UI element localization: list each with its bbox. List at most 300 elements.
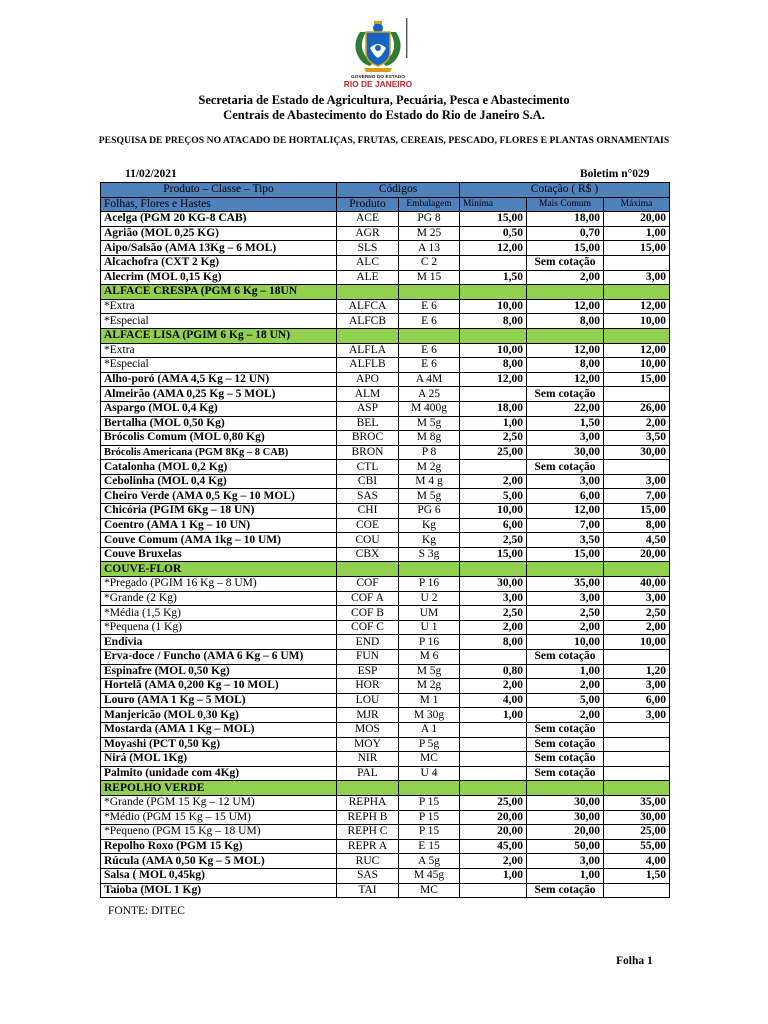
- price-max: 1,50: [604, 868, 670, 883]
- section-empty-cell: [337, 781, 399, 796]
- price-min: 2,50: [460, 606, 527, 621]
- price-min: 18,00: [460, 401, 527, 416]
- no-quote-label: Sem cotação: [527, 737, 604, 752]
- price-common: 0,70: [527, 226, 604, 241]
- product-code: ALFLB: [337, 358, 399, 373]
- section-empty-cell: [399, 781, 460, 796]
- price-min: 2,00: [460, 854, 527, 869]
- price-max: [604, 722, 670, 737]
- price-min: 8,00: [460, 314, 527, 329]
- no-quote-label: Sem cotação: [527, 387, 604, 402]
- packaging-code: A 1: [399, 722, 460, 737]
- product-name: *Pregado (PGIM 16 Kg – 8 UM): [101, 577, 337, 592]
- price-common: 7,00: [527, 518, 604, 533]
- price-max: 4,00: [604, 854, 670, 869]
- packaging-code: M 6: [399, 650, 460, 665]
- price-max: 1,00: [604, 226, 670, 241]
- packaging-code: E 6: [399, 314, 460, 329]
- section-title: ALFACE CRESPA (PGM 6 Kg – 18UN: [101, 285, 337, 300]
- product-name: *Pequeno (PGM 15 Kg – 18 UM): [101, 825, 337, 840]
- product-code: COF: [337, 577, 399, 592]
- table-header-row-1: [101, 183, 670, 198]
- product-code: ALFCB: [337, 314, 399, 329]
- product-code: RUC: [337, 854, 399, 869]
- price-max: [604, 752, 670, 767]
- table-row: [101, 518, 670, 533]
- price-min: 20,00: [460, 810, 527, 825]
- packaging-code: C 2: [399, 255, 460, 270]
- table-row: [101, 431, 670, 446]
- header-embalagem: Embalagem: [399, 197, 460, 212]
- rio-de-janeiro-coat-of-arms-logo: [342, 18, 426, 90]
- header-maxima: Máxima: [604, 197, 670, 212]
- packaging-code: MC: [399, 752, 460, 767]
- section-empty-cell: [399, 328, 460, 343]
- price-common: 15,00: [527, 241, 604, 256]
- product-code: CTL: [337, 460, 399, 475]
- price-min: 25,00: [460, 445, 527, 460]
- no-quote-label: Sem cotação: [527, 650, 604, 665]
- table-row: [101, 212, 670, 227]
- section-empty-cell: [527, 562, 604, 577]
- no-quote-label: Sem cotação: [527, 883, 604, 898]
- price-common: 20,00: [527, 825, 604, 840]
- packaging-code: U 2: [399, 591, 460, 606]
- section-row: [101, 285, 670, 300]
- section-row: [101, 562, 670, 577]
- product-code: END: [337, 635, 399, 650]
- section-empty-cell: [527, 285, 604, 300]
- price-common: 1,50: [527, 416, 604, 431]
- table-row: [101, 693, 670, 708]
- product-code: PAL: [337, 766, 399, 781]
- price-common: 2,00: [527, 270, 604, 285]
- table-row: [101, 314, 670, 329]
- logo-line1: GOVERNO DO ESTADO: [350, 75, 406, 80]
- packaging-code: A 13: [399, 241, 460, 256]
- logo-line2: RIO DE JANEIRO: [343, 79, 413, 89]
- price-min: 15,00: [460, 212, 527, 227]
- product-code: CBX: [337, 547, 399, 562]
- product-code: ALFLA: [337, 343, 399, 358]
- product-code: ALM: [337, 387, 399, 402]
- price-min: 2,00: [460, 620, 527, 635]
- product-name: Hortelã (AMA 0,200 Kg – 10 MOL): [101, 679, 337, 694]
- packaging-code: E 15: [399, 839, 460, 854]
- price-max: 30,00: [604, 810, 670, 825]
- price-min: 10,00: [460, 343, 527, 358]
- price-common: 2,50: [527, 606, 604, 621]
- price-min: [460, 883, 527, 898]
- price-common: 50,00: [527, 839, 604, 854]
- table-row: [101, 635, 670, 650]
- product-code: BEL: [337, 416, 399, 431]
- header-centrais: Centrais de Abastecimento do Estado do Rio de Janeiro S.A.: [223, 108, 545, 122]
- product-name: Palmito (unidade com 4Kg): [101, 766, 337, 781]
- no-quote-label: Sem cotação: [527, 255, 604, 270]
- report-date: 11/02/2021: [125, 168, 177, 180]
- price-max: 20,00: [604, 547, 670, 562]
- product-code: REPH B: [337, 810, 399, 825]
- product-name: Taioba (MOL 1 Kg): [101, 883, 337, 898]
- product-name: Cebolinha (MOL 0,4 Kg): [101, 474, 337, 489]
- price-min: [460, 766, 527, 781]
- price-max: 2,00: [604, 416, 670, 431]
- section-empty-cell: [604, 285, 670, 300]
- product-code: ACE: [337, 212, 399, 227]
- packaging-code: E 6: [399, 358, 460, 373]
- product-code: SAS: [337, 868, 399, 883]
- page-number: Folha 1: [616, 955, 653, 967]
- price-min: 45,00: [460, 839, 527, 854]
- table-header-row-2: [101, 197, 670, 212]
- no-quote-label: Sem cotação: [527, 460, 604, 475]
- header-produto-classe-tipo: Produto – Classe – Tipo: [101, 183, 337, 198]
- product-name: Louro (AMA 1 Kg – 5 MOL): [101, 693, 337, 708]
- packaging-code: PG 8: [399, 212, 460, 227]
- section-empty-cell: [460, 562, 527, 577]
- price-max: 12,00: [604, 343, 670, 358]
- price-min: [460, 387, 527, 402]
- table-row: [101, 708, 670, 723]
- boletim-number: Boletim n°029: [580, 168, 650, 180]
- price-min: 10,00: [460, 504, 527, 519]
- price-max: [604, 883, 670, 898]
- packaging-code: M 5g: [399, 489, 460, 504]
- price-max: [604, 737, 670, 752]
- price-common: 12,00: [527, 343, 604, 358]
- no-quote-label: Sem cotação: [527, 722, 604, 737]
- product-name: Manjericão (MOL 0,30 Kg): [101, 708, 337, 723]
- product-code: APO: [337, 372, 399, 387]
- product-code: FUN: [337, 650, 399, 665]
- product-name: *Pequena (1 Kg): [101, 620, 337, 635]
- section-empty-cell: [604, 781, 670, 796]
- price-min: 6,00: [460, 518, 527, 533]
- price-min: 2,00: [460, 679, 527, 694]
- price-max: 40,00: [604, 577, 670, 592]
- product-code: MJR: [337, 708, 399, 723]
- product-name: Aspargo (MOL 0,4 Kg): [101, 401, 337, 416]
- table-row: [101, 504, 670, 519]
- table-row: [101, 810, 670, 825]
- packaging-code: PG 6: [399, 504, 460, 519]
- price-max: 26,00: [604, 401, 670, 416]
- product-name: Brócolis Comum (MOL 0,80 Kg): [101, 431, 337, 446]
- price-min: 4,00: [460, 693, 527, 708]
- price-min: 5,00: [460, 489, 527, 504]
- packaging-code: M 4 g: [399, 474, 460, 489]
- price-max: 10,00: [604, 635, 670, 650]
- price-common: 3,00: [527, 431, 604, 446]
- price-min: 1,00: [460, 868, 527, 883]
- price-min: 1,00: [460, 416, 527, 431]
- table-row: [101, 620, 670, 635]
- table-row: [101, 533, 670, 548]
- header-secretaria: Secretaria de Estado de Agricultura, Pecuária, Pesca e Abastecimento: [198, 93, 570, 107]
- table-row: [101, 722, 670, 737]
- price-max: 10,00: [604, 314, 670, 329]
- packaging-code: P 15: [399, 795, 460, 810]
- product-name: *Especial: [101, 358, 337, 373]
- product-name: Aipo/Salsão (AMA 13Kg – 6 MOL): [101, 241, 337, 256]
- product-name: *Grande (PGM 15 Kg – 12 UM): [101, 795, 337, 810]
- price-min: 25,00: [460, 795, 527, 810]
- product-name: Endívia: [101, 635, 337, 650]
- price-common: 12,00: [527, 299, 604, 314]
- product-name: Repolho Roxo (PGM 15 Kg): [101, 839, 337, 854]
- product-code: ALE: [337, 270, 399, 285]
- packaging-code: P 15: [399, 810, 460, 825]
- price-max: 2,00: [604, 620, 670, 635]
- product-name: Erva-doce / Funcho (AMA 6 Kg – 6 UM): [101, 650, 337, 665]
- table-row: [101, 489, 670, 504]
- price-max: [604, 460, 670, 475]
- price-max: 3,00: [604, 708, 670, 723]
- table-row: [101, 868, 670, 883]
- product-name: *Média (1,5 Kg): [101, 606, 337, 621]
- price-max: 2,50: [604, 606, 670, 621]
- packaging-code: Kg: [399, 518, 460, 533]
- table-row: [101, 299, 670, 314]
- section-empty-cell: [337, 285, 399, 300]
- price-min: [460, 255, 527, 270]
- price-max: 3,00: [604, 679, 670, 694]
- packaging-code: M 15: [399, 270, 460, 285]
- price-common: 3,50: [527, 533, 604, 548]
- section-empty-cell: [337, 562, 399, 577]
- price-common: 8,00: [527, 358, 604, 373]
- packaging-code: A 5g: [399, 854, 460, 869]
- price-min: 0,50: [460, 226, 527, 241]
- price-max: 4,50: [604, 533, 670, 548]
- table-row: [101, 401, 670, 416]
- price-min: [460, 752, 527, 767]
- price-max: 55,00: [604, 839, 670, 854]
- price-max: 3,50: [604, 431, 670, 446]
- price-max: 3,00: [604, 270, 670, 285]
- table-row: [101, 387, 670, 402]
- price-max: 30,00: [604, 445, 670, 460]
- packaging-code: Kg: [399, 533, 460, 548]
- price-common: 2,00: [527, 620, 604, 635]
- product-name: Almeirão (AMA 0,25 Kg – 5 MOL): [101, 387, 337, 402]
- price-common: 6,00: [527, 489, 604, 504]
- table-row: [101, 650, 670, 665]
- section-empty-cell: [604, 562, 670, 577]
- table-row: [101, 547, 670, 562]
- packaging-code: M 2g: [399, 679, 460, 694]
- product-name: Brócolis Americana (PGM 8Kg – 8 CAB): [101, 445, 337, 460]
- price-min: 1,50: [460, 270, 527, 285]
- product-code: REPHA: [337, 795, 399, 810]
- packaging-code: P 8: [399, 445, 460, 460]
- price-min: [460, 650, 527, 665]
- product-name: *Extra: [101, 343, 337, 358]
- price-max: 3,00: [604, 474, 670, 489]
- table-row: [101, 854, 670, 869]
- packaging-code: P 16: [399, 635, 460, 650]
- packaging-code: M 2g: [399, 460, 460, 475]
- packaging-code: P 5g: [399, 737, 460, 752]
- product-name: Cheiro Verde (AMA 0,5 Kg – 10 MOL): [101, 489, 337, 504]
- price-common: 35,00: [527, 577, 604, 592]
- table-row: [101, 255, 670, 270]
- product-code: CBI: [337, 474, 399, 489]
- price-min: 8,00: [460, 358, 527, 373]
- price-common: 8,00: [527, 314, 604, 329]
- packaging-code: UM: [399, 606, 460, 621]
- source-note: FONTE: DITEC: [108, 905, 185, 917]
- price-max: 15,00: [604, 504, 670, 519]
- price-max: 6,00: [604, 693, 670, 708]
- price-common: 3,00: [527, 474, 604, 489]
- price-common: 30,00: [527, 445, 604, 460]
- packaging-code: E 6: [399, 343, 460, 358]
- no-quote-label: Sem cotação: [527, 752, 604, 767]
- price-max: [604, 766, 670, 781]
- price-min: [460, 460, 527, 475]
- packaging-code: M 25: [399, 226, 460, 241]
- header-codigos: Códigos: [337, 183, 460, 198]
- price-min: 12,00: [460, 372, 527, 387]
- price-common: 10,00: [527, 635, 604, 650]
- product-code: SLS: [337, 241, 399, 256]
- product-code: COE: [337, 518, 399, 533]
- table-row: [101, 460, 670, 475]
- price-min: 20,00: [460, 825, 527, 840]
- table-row: [101, 358, 670, 373]
- price-max: 8,00: [604, 518, 670, 533]
- packaging-code: MC: [399, 883, 460, 898]
- price-min: 15,00: [460, 547, 527, 562]
- section-title: COUVE-FLOR: [101, 562, 337, 577]
- section-empty-cell: [460, 781, 527, 796]
- table-row: [101, 825, 670, 840]
- product-name: Coentro (AMA 1 Kg – 10 UN): [101, 518, 337, 533]
- product-name: Rúcula (AMA 0,50 Kg – 5 MOL): [101, 854, 337, 869]
- price-min: 30,00: [460, 577, 527, 592]
- header-mais-comum: Mais Comum: [527, 197, 604, 212]
- price-max: 7,00: [604, 489, 670, 504]
- product-name: Couve Comum (AMA 1kg – 10 UM): [101, 533, 337, 548]
- price-max: 12,00: [604, 299, 670, 314]
- price-min: 1,00: [460, 708, 527, 723]
- price-max: 15,00: [604, 372, 670, 387]
- product-code: ALFCA: [337, 299, 399, 314]
- price-common: 1,00: [527, 664, 604, 679]
- product-name: Chicória (PGIM 6Kg – 18 UN): [101, 504, 337, 519]
- price-common: 12,00: [527, 504, 604, 519]
- table-row: [101, 343, 670, 358]
- product-name: *Extra: [101, 299, 337, 314]
- table-row: [101, 372, 670, 387]
- price-common: 18,00: [527, 212, 604, 227]
- price-min: 12,00: [460, 241, 527, 256]
- header-cotacao: Cotação ( R$ ): [460, 183, 670, 198]
- product-code: ASP: [337, 401, 399, 416]
- price-common: 2,00: [527, 679, 604, 694]
- table-row: [101, 474, 670, 489]
- price-max: 15,00: [604, 241, 670, 256]
- price-common: 22,00: [527, 401, 604, 416]
- price-max: [604, 650, 670, 665]
- table-row: [101, 606, 670, 621]
- section-empty-cell: [337, 328, 399, 343]
- table-row: [101, 416, 670, 431]
- product-code: CHI: [337, 504, 399, 519]
- table-row: [101, 839, 670, 854]
- section-title: ALFACE LISA (PGIM 6 Kg – 18 UN): [101, 328, 337, 343]
- packaging-code: S 3g: [399, 547, 460, 562]
- table-row: [101, 679, 670, 694]
- product-code: BROC: [337, 431, 399, 446]
- product-code: COF B: [337, 606, 399, 621]
- product-code: HOR: [337, 679, 399, 694]
- product-code: ALC: [337, 255, 399, 270]
- section-empty-cell: [527, 328, 604, 343]
- product-code: ESP: [337, 664, 399, 679]
- section-title: REPOLHO VERDE: [101, 781, 337, 796]
- section-empty-cell: [399, 285, 460, 300]
- header-pesquisa: PESQUISA DE PREÇOS NO ATACADO DE HORTALIÇAS, FRUTAS, CEREAIS, PESCADO, FLORES E PLANTAS ORNAMENTAIS: [98, 135, 670, 146]
- price-common: 5,00: [527, 693, 604, 708]
- packaging-code: A 25: [399, 387, 460, 402]
- product-name: Acelga (PGM 20 KG-8 CAB): [101, 212, 337, 227]
- packaging-code: M 8g: [399, 431, 460, 446]
- price-max: 20,00: [604, 212, 670, 227]
- product-name: Espinafre (MOL 0,50 Kg): [101, 664, 337, 679]
- table-row: [101, 241, 670, 256]
- product-code: LOU: [337, 693, 399, 708]
- product-name: Salsa ( MOL 0,45kg): [101, 868, 337, 883]
- product-name: *Grande (2 Kg): [101, 591, 337, 606]
- price-max: 10,00: [604, 358, 670, 373]
- price-max: 25,00: [604, 825, 670, 840]
- table-row: [101, 883, 670, 898]
- section-empty-cell: [399, 562, 460, 577]
- table-row: [101, 737, 670, 752]
- table-row: [101, 591, 670, 606]
- price-min: 2,50: [460, 431, 527, 446]
- packaging-code: A 4M: [399, 372, 460, 387]
- product-name: Moyashi (PCT 0,50 Kg): [101, 737, 337, 752]
- packaging-code: M 1: [399, 693, 460, 708]
- price-common: 3,00: [527, 591, 604, 606]
- table-row: [101, 226, 670, 241]
- price-min: 2,00: [460, 474, 527, 489]
- product-name: Agrião (MOL 0,25 KG): [101, 226, 337, 241]
- header-produto-code: Produto: [337, 197, 399, 212]
- price-table: [100, 182, 670, 898]
- price-min: [460, 722, 527, 737]
- packaging-code: M 5g: [399, 416, 460, 431]
- no-quote-label: Sem cotação: [527, 766, 604, 781]
- price-min: 3,00: [460, 591, 527, 606]
- product-name: Alcachofra (CXT 2 Kg): [101, 255, 337, 270]
- packaging-code: P 16: [399, 577, 460, 592]
- header-category: Folhas, Flores e Hastes: [101, 197, 337, 212]
- product-name: Nirá (MOL 1Kg): [101, 752, 337, 767]
- product-code: MOS: [337, 722, 399, 737]
- product-code: COF A: [337, 591, 399, 606]
- product-name: Bertalha (MOL 0,50 Kg): [101, 416, 337, 431]
- product-name: Couve Bruxelas: [101, 547, 337, 562]
- price-max: 3,00: [604, 591, 670, 606]
- section-empty-cell: [460, 328, 527, 343]
- price-min: [460, 737, 527, 752]
- product-code: AGR: [337, 226, 399, 241]
